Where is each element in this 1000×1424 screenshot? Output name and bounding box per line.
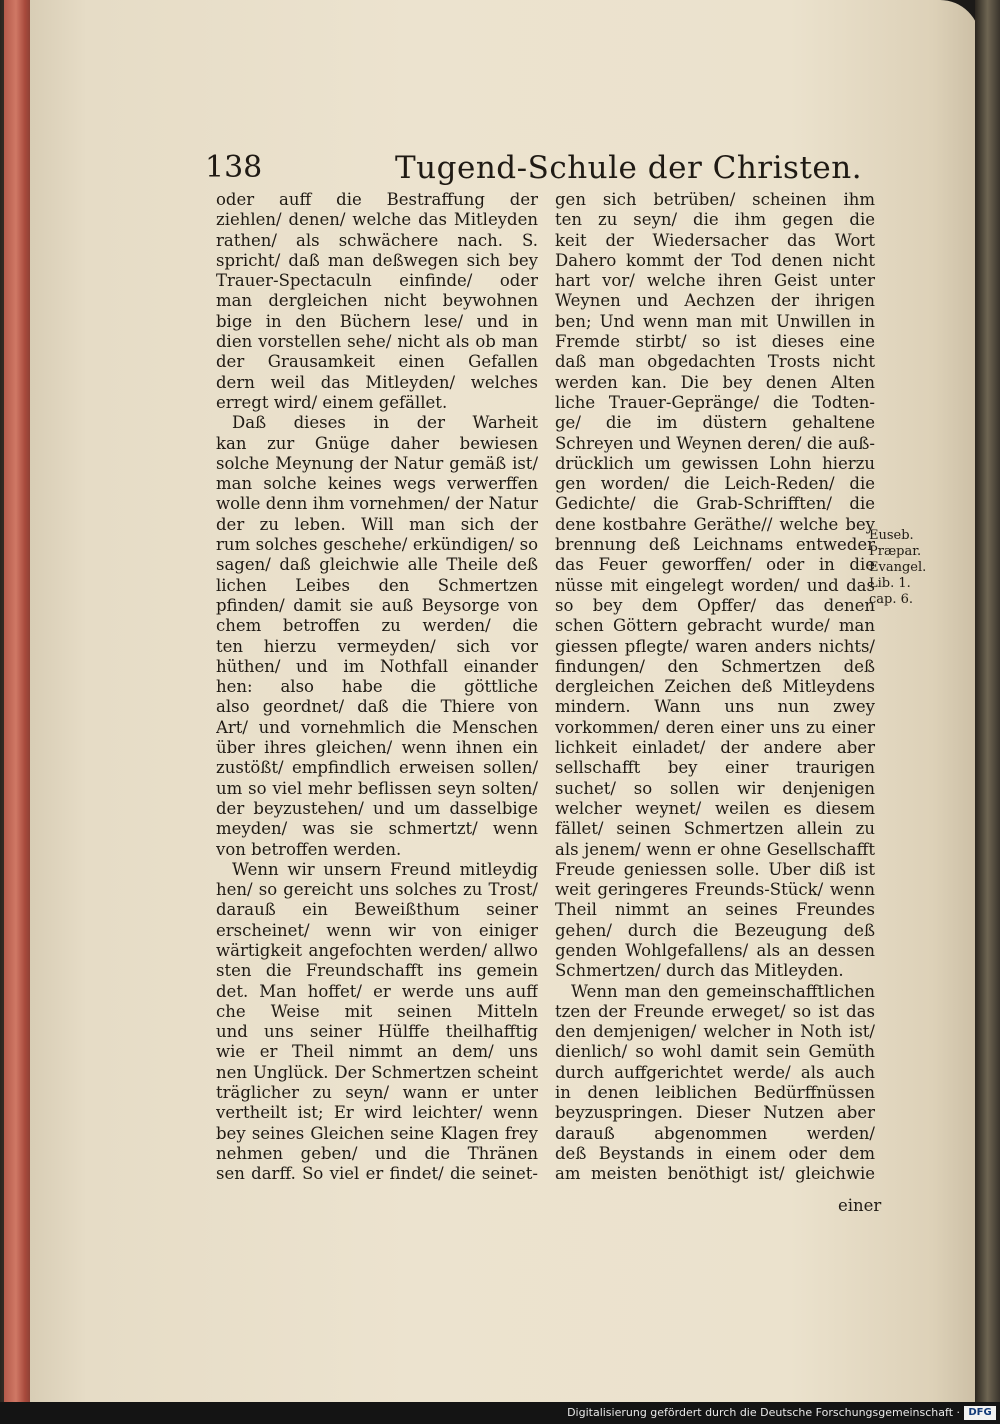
text-line: zustößt/ empfindlich erweisen sollen/ [216, 758, 538, 778]
text-line: Theil nimmt an seines Freundes [555, 900, 875, 920]
text-line: ziehlen/ denen/ welche das Mitleyden [216, 210, 538, 230]
marginal-note [869, 528, 939, 608]
text-line: Wenn wir unsern Freund mitleydig [232, 859, 538, 879]
text-line: daß man obgedachten Trosts nicht [555, 352, 875, 372]
text-line: Dahero kommt der Tod denen nicht [555, 250, 875, 270]
text-line: hen/ so gereicht uns solches zu Trost/ [216, 880, 538, 900]
text-line: so bey dem Opffer/ das denen [555, 595, 875, 615]
text-line: erregt wird/ einem gefället. [216, 392, 448, 412]
text-line: mindern. Wann uns nun zwey [555, 697, 875, 717]
text-line: Fremde stirbt/ so ist dieses eine [555, 332, 875, 352]
text-line: darauß ein Beweißthum seiner [216, 900, 538, 920]
text-line: liche Trauer-Gepränge/ die Todten- [555, 392, 875, 412]
text-line: gen worden/ die Leich-Reden/ die [555, 474, 875, 494]
text-line: dern weil das Mitleyden/ welches [216, 372, 538, 392]
text-line: werden kan. Die bey denen Alten [555, 372, 875, 392]
text-line: der Grausamkeit einen Gefallen [216, 352, 538, 372]
text-line: Art/ und vornehmlich die Menschen [216, 717, 538, 737]
text-line: rum solches geschehe/ erkündigen/ so [216, 535, 538, 555]
text-line: man solche keines wegs verwerffen [216, 474, 538, 494]
text-line: erscheinet/ wenn wir von einiger [216, 920, 538, 940]
text-line: wärtigkeit angefochten werden/ allwo [216, 940, 538, 960]
dfg-logo: DFG [964, 1406, 996, 1420]
text-line: det. Man hoffet/ er werde uns auff [216, 981, 538, 1001]
marginal-note-line: Præpar. [869, 544, 922, 559]
text-line: vorkommen/ deren einer uns zu einer [555, 717, 875, 737]
running-head: Tugend-Schule der Christen. [395, 150, 863, 186]
text-line: beyzuspringen. Dieser Nutzen aber [555, 1103, 875, 1123]
text-line: Wenn man den gemeinschafftlichen [571, 981, 875, 1001]
text-line: chem betroffen zu werden/ die [216, 616, 538, 636]
text-line: gen sich betrüben/ scheinen ihm [555, 190, 875, 209]
text-line: bige in den Büchern lese/ und in [216, 311, 538, 331]
text-line: dienlich/ so wohl damit sein Gemüth [555, 1042, 875, 1062]
text-line: Weynen und Aechzen der ihrigen [555, 291, 875, 311]
marginal-note-line: Lib. 1. [869, 576, 911, 591]
facing-page-edge [975, 0, 1000, 1402]
text-line: nehmen geben/ und die Thränen [216, 1143, 538, 1163]
text-line: das Feuer geworffen/ oder in die [555, 555, 875, 575]
text-line: dene kostbahre Geräthe// welche bey [555, 514, 875, 534]
text-line: genden Wohlgefallens/ als an dessen [555, 940, 875, 960]
text-line: nen Unglück. Der Schmertzen scheint [216, 1062, 538, 1082]
text-line: sen darff. So viel er findet/ die seinet- [216, 1164, 538, 1184]
page-number: 138 [205, 150, 263, 185]
text-line: tzen der Freunde erweget/ so ist das [555, 1001, 875, 1021]
text-line: drücklich um gewissen Lohn hierzu [555, 453, 875, 473]
text-line: von betroffen werden. [216, 839, 402, 859]
text-line: sten die Freundschafft ins gemein [216, 961, 538, 981]
text-line: sellschafft bey einer traurigen [555, 758, 875, 778]
text-line: hart vor/ welche ihren Geist unter [555, 271, 875, 291]
text-column-right [555, 190, 875, 1185]
text-line: träglicher zu seyn/ wann er unter [216, 1083, 538, 1103]
text-column-left [216, 190, 538, 1185]
text-line: meyden/ was sie schmertzt/ wenn [216, 819, 538, 839]
text-line: dergleichen Zeichen deß Mitleydens [555, 677, 875, 697]
text-line: hüthen/ und im Nothfall einander [216, 656, 538, 676]
text-line: und uns seiner Hülffe theilhafftig [216, 1022, 538, 1042]
text-line: kan zur Gnüge daher bewiesen [216, 433, 538, 453]
text-line: vertheilt ist; Er wird leichter/ wenn [216, 1103, 538, 1123]
text-line: darauß abgenommen werden/ [555, 1123, 875, 1143]
text-line: weit geringeres Freunds-Stück/ wenn [555, 880, 875, 900]
text-line: über ihres gleichen/ wenn ihnen ein [216, 738, 538, 758]
text-line: rathen/ als schwächere nach. S. [216, 230, 538, 250]
text-line: bey seines Gleichen seine Klagen frey [216, 1123, 538, 1143]
text-line: schen Göttern gebracht wurde/ man [555, 616, 875, 636]
text-line: ten zu seyn/ die ihm gegen die [555, 210, 875, 230]
text-line: dien vorstellen sehe/ nicht als ob man [216, 332, 538, 352]
text-line: also geordnet/ daß die Thiere von [216, 697, 538, 717]
text-line: am meisten benöthigt ist/ gleichwie [555, 1164, 875, 1184]
text-line: wie er Theil nimmt an dem/ uns [216, 1042, 538, 1062]
marginal-note-line: Evangel. [869, 560, 927, 575]
text-line: ge/ die im düstern gehaltene [555, 413, 875, 433]
text-line: sagen/ daß gleichwie alle Theile deß [216, 555, 538, 575]
text-line: giessen pflegte/ waren anders nichts/ [555, 636, 875, 656]
text-line: man dergleichen nicht beywohnen [216, 291, 538, 311]
page-header [205, 150, 885, 192]
text-line: lichkeit einladet/ der andere aber [555, 738, 875, 758]
text-line: Schreyen und Weynen deren/ die auß- [555, 433, 875, 453]
text-line: brennung deß Leichnams entweder [555, 535, 875, 555]
text-line: Trauer-Spectaculn einfinde/ oder [216, 271, 538, 291]
text-line: ten hierzu vermeyden/ sich vor [216, 636, 538, 656]
text-line: findungen/ den Schmertzen deß [555, 656, 875, 676]
text-line: nüsse mit eingelegt worden/ und das [555, 575, 875, 595]
text-line: Schmertzen/ durch das Mitleyden. [555, 961, 844, 981]
text-line: fället/ seinen Schmertzen allein zu [555, 819, 875, 839]
text-line: Freude geniessen solle. Uber diß ist [555, 859, 875, 879]
text-line: hen: also habe die göttliche [216, 677, 538, 697]
text-line: suchet/ so sollen wir denjenigen [555, 778, 875, 798]
text-line: als jenem/ wenn er ohne Gesellschafft [555, 839, 875, 859]
text-line: keit der Wiedersacher das Wort [555, 230, 875, 250]
text-line: pfinden/ damit sie auß Beysorge von [216, 595, 538, 615]
text-line: welcher weynet/ weilen es diesem [555, 798, 875, 818]
text-line: ben; Und wenn man mit Unwillen in [555, 311, 875, 331]
text-line: Daß dieses in der Warheit [232, 413, 538, 433]
text-line: deß Beystands in einem oder dem [555, 1143, 875, 1163]
funding-notice: Digitalisierung gefördert durch die Deutsche Forschungsgemeinschaft · [567, 1406, 960, 1419]
text-line: solche Meynung der Natur gemäß ist/ [216, 453, 538, 473]
catchword: einer [838, 1196, 882, 1215]
text-line: durch auffgerichtet werde/ als auch [555, 1062, 875, 1082]
text-line: um so viel mehr beflissen seyn solten/ [216, 778, 538, 798]
marginal-note-line: Euseb. [869, 528, 914, 543]
text-line: der beyzustehen/ und um dasselbige [216, 798, 538, 818]
text-line: den demjenigen/ welcher in Noth ist/ [555, 1022, 875, 1042]
footer-bar [0, 1402, 1000, 1424]
text-line: wolle denn ihm vornehmen/ der Natur [216, 494, 538, 514]
text-line: lichen Leibes den Schmertzen [216, 575, 538, 595]
marginal-note-line: cap. 6. [869, 592, 914, 607]
text-line: che Weise mit seinen Mitteln [216, 1001, 538, 1021]
text-line: Gedichte/ die Grab-Schrifften/ die [555, 494, 875, 514]
text-line: der zu leben. Will man sich der [216, 514, 538, 534]
text-line: in denen leiblichen Bedürffnüssen [555, 1083, 875, 1103]
text-line: spricht/ daß man deßwegen sich bey [216, 250, 538, 270]
text-line: gehen/ durch die Bezeugung deß [555, 920, 875, 940]
text-line: oder auff die Bestraffung der [216, 190, 538, 209]
